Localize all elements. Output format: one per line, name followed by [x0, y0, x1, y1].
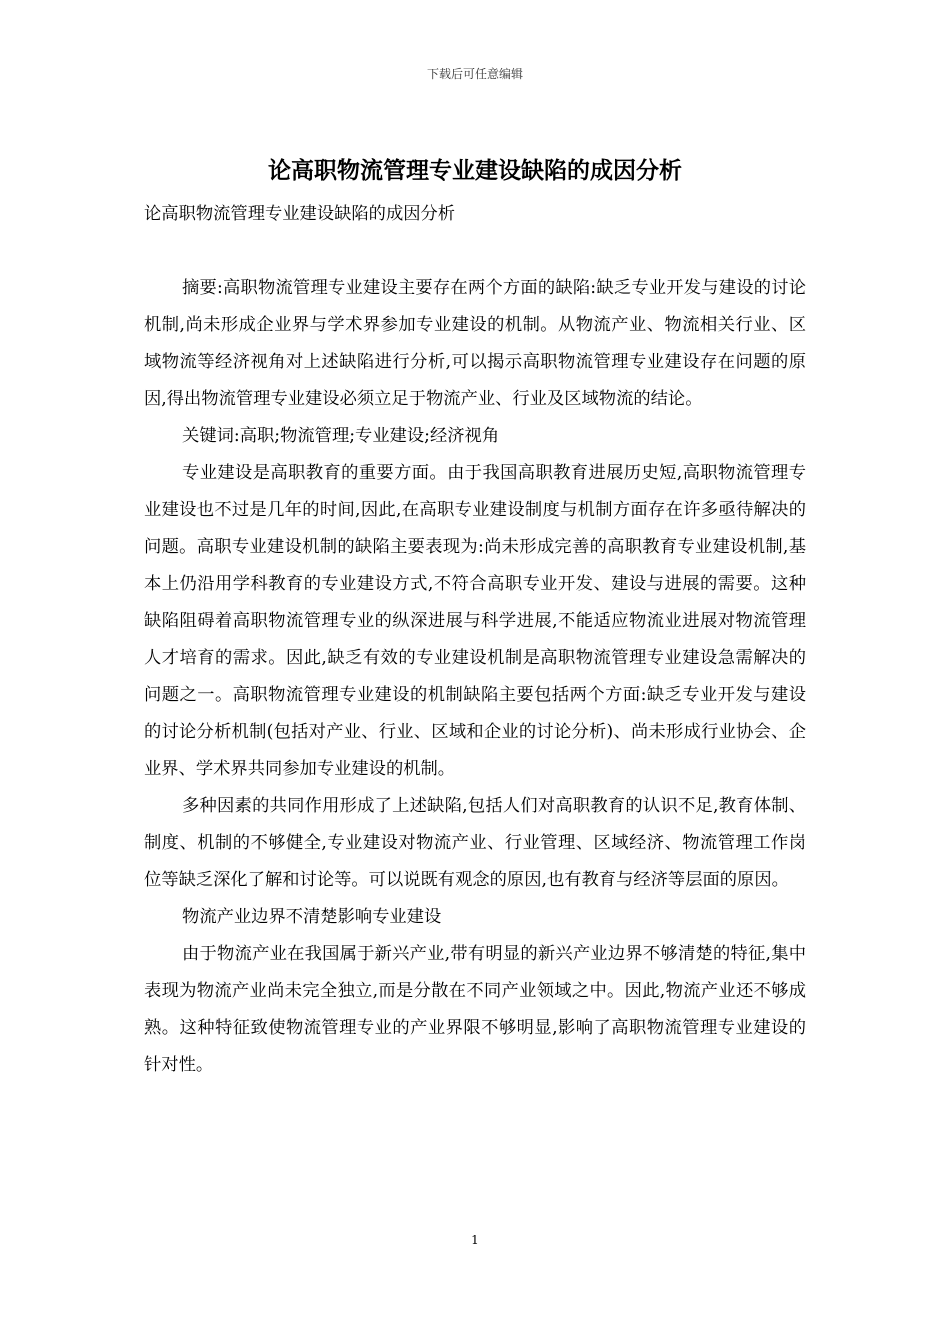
- page-header: 下载后可任意编辑: [426, 67, 523, 81]
- document-title: 论高职物流管理专业建设缺陷的成因分析: [268, 158, 682, 184]
- abstract-paragraph: 摘要:高职物流管理专业建设主要存在两个方面的缺陷:缺乏专业开发与建设的讨论机制,尚未形成企业界与学术界参加专业建设的机制。从物流产业、物流相关行业、区域物流等经济视角对上述缺陷进行分析,可以揭示高职物流管理专业建设存在问题的原因,得出物流管理专业建设必须立足于物流产业、行业及区域物流的结论。: [144, 278, 806, 409]
- section-heading: 物流产业边界不清楚影响专业建设: [182, 907, 442, 927]
- document-body: [144, 196, 806, 1084]
- body-paragraph: 专业建设是高职教育的重要方面。由于我国高职教育进展历史短,高职物流管理专业建设也不过是几年的时间,因此,在高职专业建设制度与机制方面存在许多亟待解决的问题。高职专业建设机制的缺陷主要表现为:尚未形成完善的高职教育专业建设机制,基本上仍沿用学科教育的专业建设方式,不符合高职专业开发、建设与进展的需要。这种缺陷阻碍着高职物流管理专业的纵深进展与科学进展,不能适应物流业进展对物流管理人才培育的需求。因此,缺乏有效的专业建设机制是高职物流管理专业建设急需解决的问题之一。高职物流管理专业建设的机制缺陷主要包括两个方面:缺乏专业开发与建设的讨论分析机制(包括对产业、行业、区域和企业的讨论分析)、尚未形成行业协会、企业界、学术界共同参加专业建设的机制。: [144, 463, 806, 779]
- keywords-paragraph: 关键词:高职;物流管理;专业建设;经济视角: [182, 426, 500, 446]
- document-subtitle: 论高职物流管理专业建设缺陷的成因分析: [144, 204, 456, 224]
- body-paragraph: 由于物流产业在我国属于新兴产业,带有明显的新兴产业边界不够清楚的特征,集中表现为物流产业尚未完全独立,而是分散在不同产业领域之中。因此,物流产业还不够成熟。这种特征致使物流管理专业的产业界限不够明显,影响了高职物流管理专业建设的针对性。: [144, 944, 806, 1075]
- page-number: 1: [471, 1233, 479, 1247]
- body-paragraph: 多种因素的共同作用形成了上述缺陷,包括人们对高职教育的认识不足,教育体制、制度、机制的不够健全,专业建设对物流产业、行业管理、区域经济、物流管理工作岗位等缺乏深化了解和讨论等。可以说既有观念的原因,也有教育与经济等层面的原因。: [144, 796, 806, 890]
